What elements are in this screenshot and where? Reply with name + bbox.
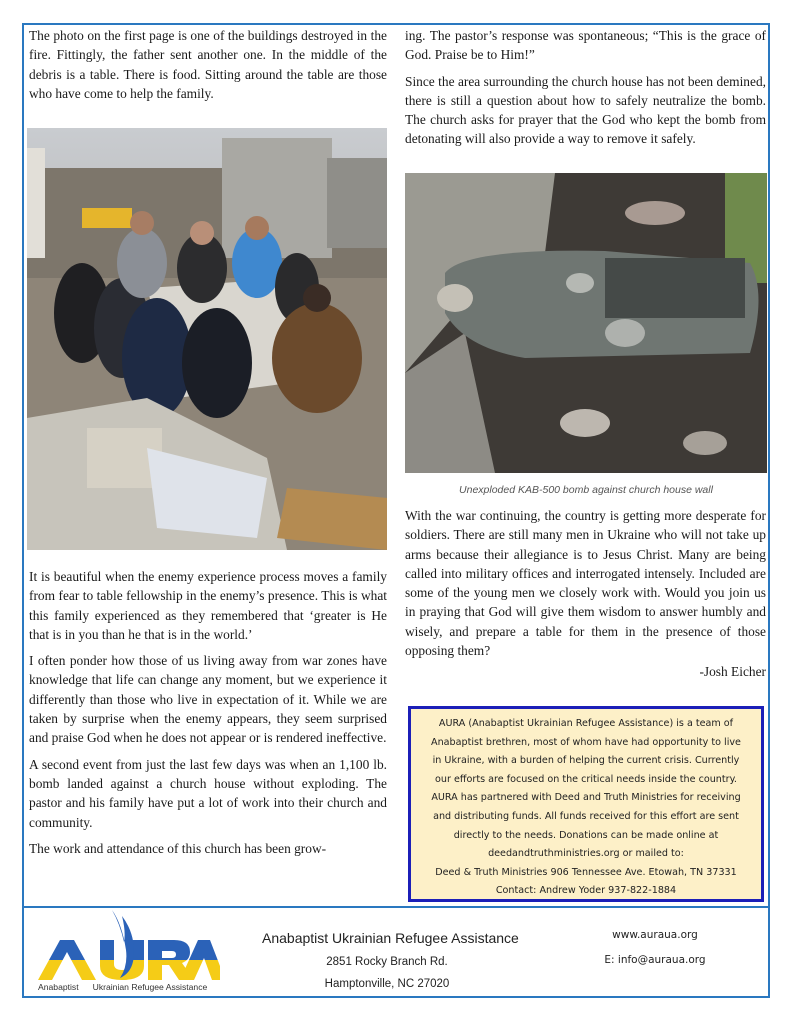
paragraph-demined: Since the area surrounding the church house has not been demined, there is still a question about how to safely neutralize the bomb. The church asks for prayer that the God who kept the bomb from detonating will also provide a way to remove it safely. — [405, 73, 766, 147]
info-line-contact: Contact: Andrew Yoder 937-822-1884 — [495, 885, 677, 897]
footer-email-link[interactable]: E: info@auraua.org — [604, 954, 706, 966]
aura-info-box — [408, 706, 764, 902]
right-column — [405, 26, 766, 156]
paragraph-photo-intro: The photo on the first page is one of the buildings destroyed in the fire. Fittingly, the father sent another one. In the middle of the debris is a table. There is food. Sitting around the table are those who have come to help the family. — [29, 28, 387, 101]
photo-unexploded-bomb-image — [405, 173, 767, 473]
info-line-mailing-address: Deed & Truth Ministries 906 Tennessee Ave. Etowah, TN 37331 — [435, 866, 737, 878]
left-column-lower — [29, 567, 387, 865]
info-line: AURA has partnered with Deed and Truth Ministries for receiving — [431, 792, 741, 804]
paragraph-war-zones: I often ponder how those of us living away from war zones have knowledge that life can change any moment, but we experience it differently than those who live in expectation of it. While we are taken by surprise when the enemy appears, they seem surprised and praise God when he does not appear or is rendered ineffective. — [29, 653, 387, 746]
paragraph-enemy-experience: It is beautiful when the enemy experience process moves a family from fear to table fellowship in the enemy’s presence. This is what this family experienced as they remembered that ‘greater is He that is in you than he that is in the world.’ — [29, 569, 387, 642]
photo-table-in-debris — [27, 128, 387, 550]
author-signature: -Josh Eicher — [699, 664, 766, 680]
info-line: AURA (Anabaptist Ukrainian Refugee Assistance) is a team of — [438, 718, 734, 729]
footer-address-line2: Hamptonville, NC 27020 — [324, 978, 450, 990]
paragraph-second-event: A second event from just the last few days was when an 1,100 lb. bomb landed against a church house without exploding. The pastor and his family have put a lot of work into their church and community. — [29, 756, 387, 830]
info-line: in Ukraine, with a burden of helping the current crisis. Currently — [432, 755, 740, 767]
footer-address-line1: 2851 Rocky Branch Rd. — [326, 956, 448, 968]
aura-logo-tagline: Anabaptist Ukrainian Refugee Assistance — [38, 982, 208, 992]
info-line: and distributing funds. All funds received for this effort are sent — [433, 810, 739, 822]
right-column-lower — [405, 506, 766, 682]
photo-unexploded-bomb — [405, 173, 767, 473]
aura-logo — [30, 908, 220, 996]
info-line: our efforts are focused on the critical needs inside the country. — [435, 773, 737, 785]
paragraph-pastor-response: ing. The pastor’s response was spontaneous; “This is the grace of God. Praise be to Him!” — [405, 28, 766, 63]
info-line: Anabaptist brethren, most of whom have had opportunity to live — [431, 736, 741, 748]
info-line: directly to the needs. Donations can be made online at — [453, 829, 719, 841]
aura-logo-wordmark — [30, 908, 220, 982]
info-line-website[interactable]: deedandtruthministries.org or mailed to: — [488, 848, 684, 860]
footer-website-link[interactable]: www.auraua.org — [612, 929, 698, 941]
bomb-photo-caption: Unexploded KAB-500 bomb against church house wall — [459, 484, 713, 496]
paragraph-soldiers: With the war continuing, the country is getting more desperate for soldiers. There are still many men in Ukraine who will not take up arms because their allegiance is to Jesus Christ. Many are being called into military offices and interrogated intensely. Included are some of the young men we closely work with. Would you join us in praying that God will give them wisdom to answer humbly and wisely, and prepare a table for them in the presence of those opposing them? — [405, 508, 766, 659]
photo-table-in-debris-image — [27, 128, 387, 550]
paragraph-church-growing: The work and attendance of this church has been grow- — [29, 840, 327, 856]
left-column — [29, 26, 387, 110]
footer-org-name: Anabaptist Ukrainian Refugee Assistance — [262, 930, 519, 946]
